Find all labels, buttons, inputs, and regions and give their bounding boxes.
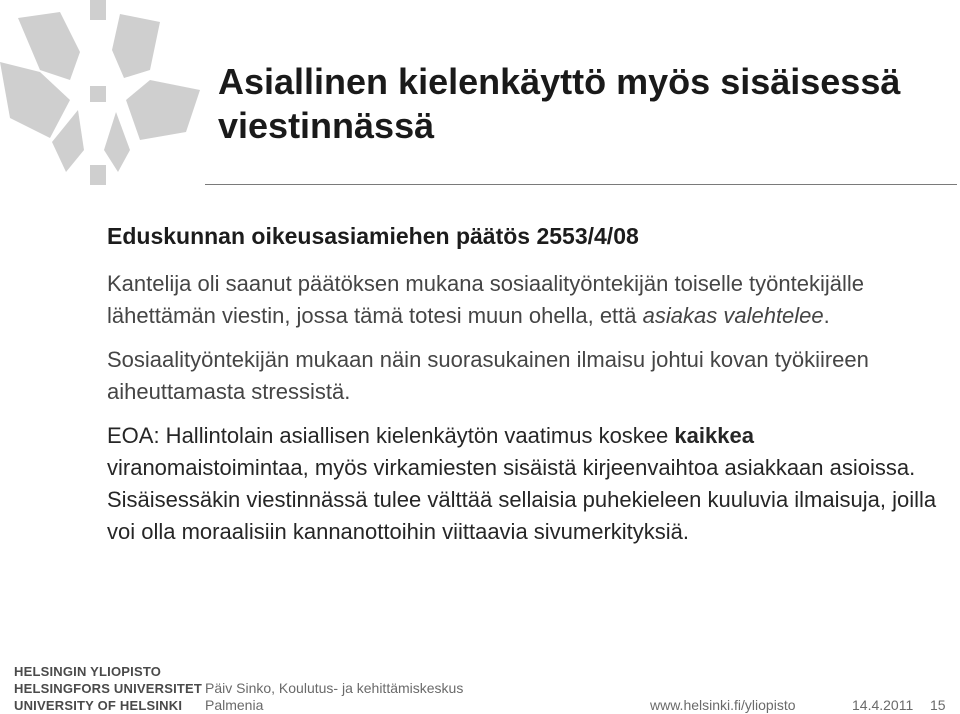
logo-line-fi: HELSINGIN YLIOPISTO bbox=[14, 664, 162, 679]
page-number: 15 bbox=[930, 697, 946, 713]
logo-line-sv: HELSINGFORS UNIVERSITET bbox=[14, 681, 203, 696]
footer-date: 14.4.2011 bbox=[852, 697, 914, 713]
footer-author: Päiv Sinko, Koulutus- ja kehittämiskeskus bbox=[205, 680, 464, 696]
decision-heading: Eduskunnan oikeusasiamiehen päätös 2553/4/08 bbox=[107, 223, 639, 249]
logo-line-en: UNIVERSITY OF HELSINKI bbox=[14, 698, 183, 713]
slide-body bbox=[107, 222, 952, 560]
university-logo-text bbox=[14, 663, 202, 714]
footer-org: Palmenia bbox=[205, 697, 264, 713]
emphasis-word: kaikkea bbox=[674, 423, 754, 448]
slide-title: Asiallinen kielenkäyttö myös sisäisessä viestinnässä bbox=[218, 61, 901, 146]
title-divider bbox=[205, 184, 957, 185]
helsinki-flame-logo-icon bbox=[0, 0, 200, 185]
paragraph-eoa-before: EOA: Hallintolain asiallisen kielenkäytön vaatimus koskee bbox=[107, 423, 675, 448]
quoted-phrase: asiakas valehtelee bbox=[642, 303, 824, 328]
paragraph-complaint-text: Kantelija oli saanut päätöksen mukana sosiaalityöntekijän toiselle työntekijälle lähettämän viestin, jossa tämä totesi muun ohella, että bbox=[107, 271, 865, 328]
paragraph-stress: Sosiaalityöntekijän mukaan näin suorasukainen ilmaisu johtui kovan työkiireen aiheuttamasta stressistä. bbox=[107, 347, 869, 404]
paragraph-eoa bbox=[107, 420, 952, 548]
footer-url: www.helsinki.fi/yliopisto bbox=[650, 697, 796, 713]
paragraph-eoa-after: viranomaistoimintaa, myös virkamiesten sisäistä kirjeenvaihtoa asiakkaan asioissa. Sisäisessäkin viestinnässä tulee välttää sellaisia puhekieleen kuuluvia ilmaisuja, joilla voi olla moraalisiin kannanottoihin viittaavia sivumerkityksiä. bbox=[107, 455, 937, 544]
paragraph-complaint bbox=[107, 268, 952, 332]
paragraph-complaint-end: . bbox=[823, 303, 830, 328]
